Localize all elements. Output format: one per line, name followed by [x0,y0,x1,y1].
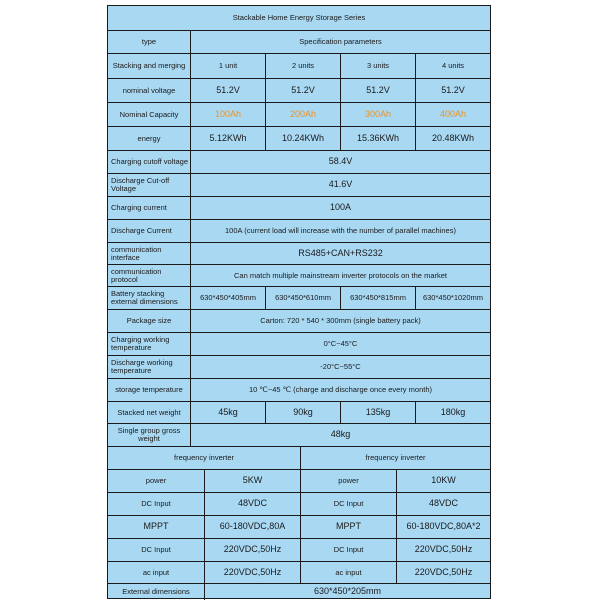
row-label: Discharge Cut-off Voltage [111,176,170,193]
nominal-voltage-row [108,78,490,102]
value-cell: 60-180VDC,80A*2 [396,516,490,538]
value-cell: 45kg [190,402,265,423]
value-cell: 0°C~45°C [190,333,490,355]
energy-row [108,126,490,150]
value-cell: -20°C~55°C [190,356,490,378]
row-label: Discharge Current [111,226,172,236]
value-cell: 135kg [340,402,415,423]
row-label: nominal voltage [122,85,176,95]
value-cell: 51.2V [340,79,415,102]
row-label: Charging cutoff voltage [111,157,188,167]
value-cell: 10.24KWh [265,127,340,150]
external-dims-row [108,583,490,600]
value-cell: 15.36KWh [340,127,415,150]
storage-temp-row [108,378,490,401]
value-cell: 630*450*1020mm [415,287,490,309]
value-cell: 200Ah [265,103,340,126]
row-label: DC Input [300,539,396,561]
row-label: Battery stacking external dimensions [111,289,178,306]
value-cell: 630*450*405mm [190,287,265,309]
row-label: ac input [142,567,170,577]
row-label: Stacked net weight [117,407,181,417]
value-cell: 3 units [340,54,415,78]
row-label: MPPT [300,516,396,538]
value-cell: 100Ah [190,103,265,126]
discharge-temp-row [108,355,490,378]
discharge-cutoff-row [108,173,490,196]
value-cell: 51.2V [415,79,490,102]
header-spec: Specification parameters [190,31,490,53]
inverter-row [108,538,490,561]
value-cell: 630*450*815mm [340,287,415,309]
value-cell: 90kg [265,402,340,423]
value-cell: 4 units [415,54,490,78]
value-cell: 630*450*205mm [204,584,490,600]
comm-interface-row [108,242,490,264]
row-label: power [145,476,167,486]
value-cell: 48VDC [396,493,490,515]
value-cell: 5KW [204,470,300,492]
inverter-left-title: frequency inverter [173,453,235,463]
row-label: Stacking and merging [112,61,186,71]
value-cell: Can match multiple mainstream inverter protocols on the market [190,265,490,286]
row-label: DC Input [141,545,171,555]
value-cell: 220VDC,50Hz [396,539,490,561]
inverter-row [108,469,490,492]
row-label: DC Input [300,493,396,515]
charging-cutoff-row [108,150,490,173]
value-cell: RS485+CAN+RS232 [190,243,490,264]
charge-temp-row [108,332,490,355]
stacking-row [108,53,490,78]
value-cell: 400Ah [415,103,490,126]
package-row [108,309,490,332]
comm-protocol-row [108,264,490,286]
row-label: storage temperature [115,385,183,395]
charging-current-row [108,196,490,219]
row-label: communication protocol [111,266,162,284]
row-label: energy [137,133,161,143]
row-label: DC Input [141,499,171,509]
row-label: ac input [300,562,396,583]
value-cell: 48VDC [204,493,300,515]
value-cell: 10 ℃~45 ℃ (charge and discharge once every month) [190,379,490,401]
value-cell: 5.12KWh [190,127,265,150]
value-cell: 51.2V [265,79,340,102]
row-label: Discharge working temperature [111,358,173,375]
row-label: communication interface [111,244,162,262]
value-cell: 20.48KWh [415,127,490,150]
spec-table [107,5,491,599]
row-label: MPPT [143,521,169,532]
table-title-row [108,6,490,30]
value-cell: Carton: 720 * 540 * 300mm (single battery pack) [190,310,490,332]
value-cell: 48kg [190,424,490,446]
inverter-row [108,561,490,583]
nominal-capacity-row [108,102,490,126]
value-cell: 41.6V [190,174,490,196]
value-cell: 51.2V [190,79,265,102]
value-cell: 220VDC,50Hz [204,562,300,583]
value-cell: 630*450*610mm [265,287,340,309]
row-label: Package size [126,316,172,326]
inverter-row [108,492,490,515]
table-title: Stackable Home Energy Storage Series [232,13,366,23]
header-type: type [141,37,157,47]
row-label: Single group gross weight [117,426,181,443]
row-label: power [300,470,396,492]
row-label: Nominal Capacity [119,109,179,119]
value-cell: 220VDC,50Hz [396,562,490,583]
value-cell: 10KW [396,470,490,492]
value-cell: 300Ah [340,103,415,126]
value-cell: 2 units [265,54,340,78]
value-cell: 100A (current load will increase with the number of parallel machines) [190,220,490,242]
value-cell: 58.4V [190,151,490,173]
inverter-right-title: frequency inverter [300,447,490,469]
inverter-title-row [108,446,490,469]
value-cell: 220VDC,50Hz [204,539,300,561]
row-label: Charging working temperature [111,335,170,352]
stack-dims-row [108,286,490,309]
row-label: Charging current [111,203,167,213]
inverter-row [108,515,490,538]
value-cell: 180kg [415,402,490,423]
discharge-current-row [108,219,490,242]
value-cell: 1 unit [190,54,265,78]
stacked-weight-row [108,401,490,423]
value-cell: 100A [190,197,490,219]
single-weight-row [108,423,490,446]
row-label: External dimensions [122,587,190,597]
header-row [108,30,490,53]
value-cell: 60-180VDC,80A [204,516,300,538]
